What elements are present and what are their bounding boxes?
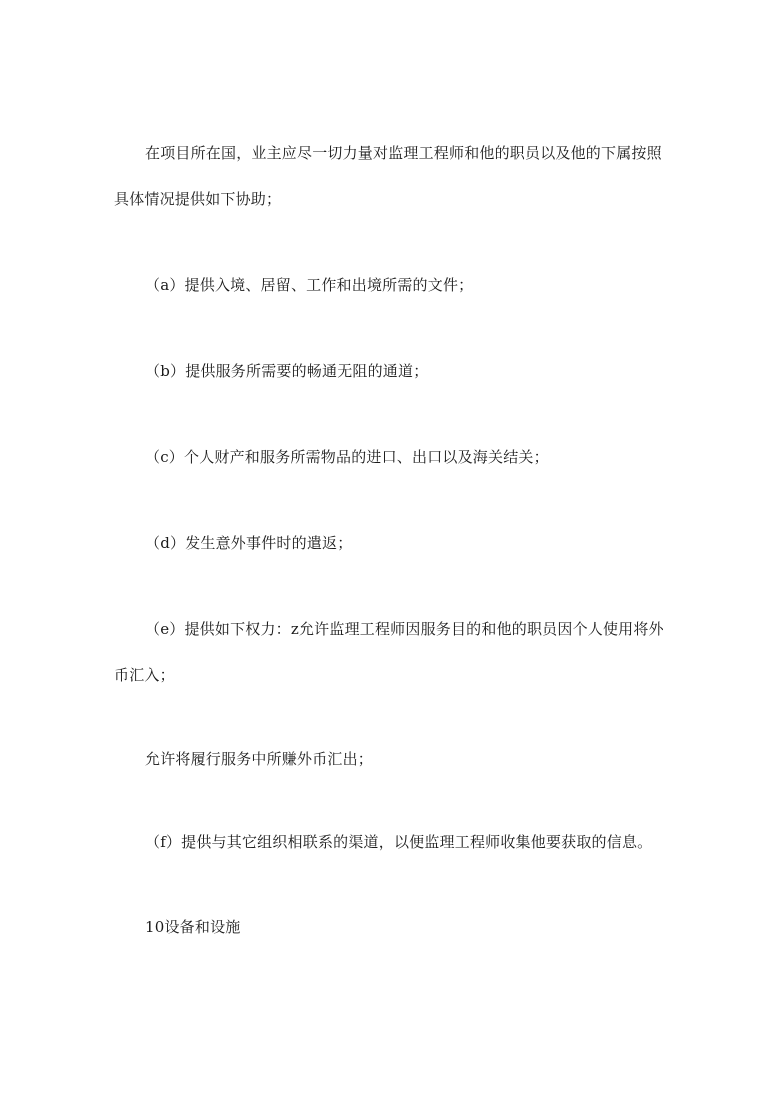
list-item-c: （c）个人财产和服务所需物品的进口、出口以及海关结关； xyxy=(145,448,549,466)
list-item-d: （d）发生意外事件时的遣返； xyxy=(145,534,353,552)
list-item-e-line-1: （e）提供如下权力：z允许监理工程师因服务目的和他的职员因个人使用将外 xyxy=(145,620,664,638)
paragraph-assistance-line-2: 具体情况提供如下协助； xyxy=(114,190,282,208)
list-item-b: （b）提供服务所需要的畅通无阻的通道； xyxy=(145,362,429,380)
list-item-f: （f）提供与其它组织相联系的渠道，以便监理工程师收集他要获取的信息。 xyxy=(145,833,653,851)
list-item-e-line-2: 币汇入； xyxy=(114,666,175,684)
paragraph-remit-out: 允许将履行服务中所赚外币汇出； xyxy=(145,750,374,768)
paragraph-assistance-line-1: 在项目所在国，业主应尽一切力量对监理工程师和他的职员以及他的下属按照 xyxy=(145,144,662,162)
list-item-a: （a）提供入境、居留、工作和出境所需的文件； xyxy=(145,276,474,294)
section-heading-equipment: 10设备和设施 xyxy=(145,918,241,936)
